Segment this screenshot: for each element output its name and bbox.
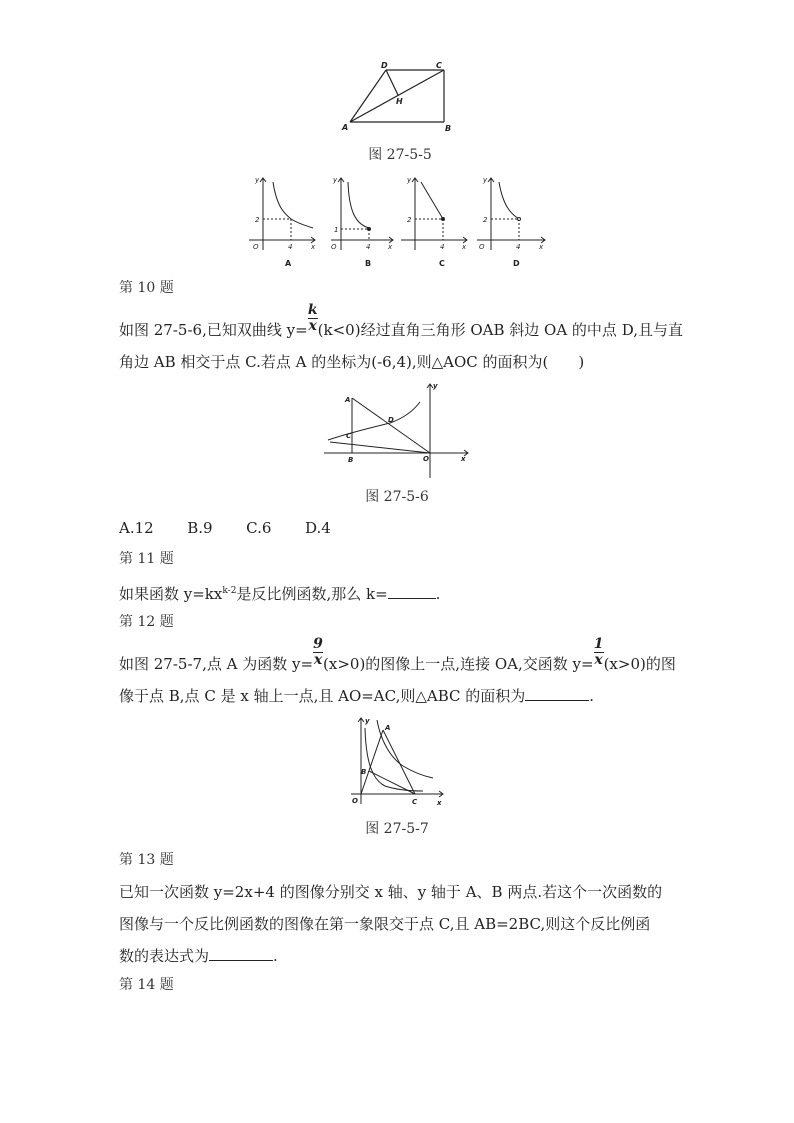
svg-text:y: y [365,717,370,725]
svg-text:O: O [423,455,429,463]
svg-text:4: 4 [366,243,371,251]
question-header-12: 第 12 题 [119,614,174,630]
question-12-line-1: 如图 27-5-7,点 A 为函数 y= $\frac{9}{x}$ (x>0)的图像上一点,连接 OA,交函数 y= $\frac{1}{x}$ (x>0)的图 [119,636,676,673]
svg-text:O: O [253,243,259,251]
question-13-line-3: 数的表达式为 . [119,940,278,972]
point-label-a: A [342,123,349,132]
question-header-13: 第 13 题 [119,852,174,868]
question-10-options [119,512,331,544]
answer-blank[interactable] [388,580,436,599]
fraction-k-over-x: $\frac{k}{x}$ [307,302,318,334]
figure-27-5-6 [322,380,472,480]
svg-text:4: 4 [516,243,521,251]
curve-1-over-x [365,728,423,791]
svg-text:y: y [255,176,260,184]
fraction-9-over-x: $\frac{9}{x}$ [313,636,323,668]
answer-blank[interactable] [525,682,589,701]
figure-caption-27-5-6: 图 27-5-6 [365,489,429,505]
svg-text:2: 2 [407,216,412,224]
svg-text:C: C [346,432,352,440]
svg-text:1: 1 [334,226,339,234]
svg-text:x: x [539,243,544,251]
choice-label-c: C [439,259,445,268]
point-label-b: B [445,124,452,133]
answer-blank[interactable] [209,942,273,961]
segment-dh [386,70,398,95]
svg-text:2: 2 [483,216,488,224]
graph-d [477,178,545,250]
segment-ac [383,730,415,794]
svg-text:y: y [333,176,338,184]
choice-label-d: D [513,259,520,268]
graph-c [401,178,467,250]
svg-text:O: O [352,797,358,805]
question-header-14: 第 14 题 [119,977,174,993]
diagonal-ac [350,70,444,122]
svg-text:O: O [331,243,337,251]
svg-text:B: B [361,768,367,776]
option-b[interactable]: B.9 [187,519,213,537]
svg-text:A: A [345,396,351,404]
svg-text:D: D [388,416,394,424]
question-header-11: 第 11 题 [119,551,174,567]
figure-27-5-7 [347,714,447,810]
svg-text:4: 4 [288,243,293,251]
question-11-text: 如果函数 $y=kx^{k-2}$是反比例函数,那么 k= . [119,575,440,610]
question-10-line-1: 如图 27-5-6,已知双曲线 y= $\frac{k}{x}$ (k<0)经过直角三角形 OAB 斜边 OA 的中点 D,且与直 [119,302,683,339]
figure-caption-27-5-7: 图 27-5-7 [365,821,429,837]
segment-ao [352,398,430,453]
svg-text:4: 4 [440,243,445,251]
svg-text:y: y [483,176,488,184]
svg-text:x: x [388,243,393,251]
svg-text:x: x [461,455,466,463]
svg-text:x: x [462,243,467,251]
point-label-d: D [381,61,388,70]
svg-text:x: x [311,243,316,251]
svg-text:C: C [412,798,418,806]
option-c[interactable]: C.6 [246,519,272,537]
option-a[interactable]: A.12 [119,519,154,537]
choice-graphs [245,172,550,272]
question-10-line-2: 角边 AB 相交于点 C.若点 A 的坐标为(-6,4),则△AOC 的面积为( ) [119,353,585,371]
svg-text:y: y [433,382,438,390]
point-label-h: H [396,97,403,106]
question-header-10: 第 10 题 [119,280,174,296]
choice-label-a: A [285,259,292,268]
svg-text:O: O [479,243,485,251]
segment-da [350,70,386,122]
hyperbola [328,402,420,440]
graph-a [249,178,315,250]
fraction-1-over-x: $\frac{1}{x}$ [593,636,604,668]
segment-bc [369,771,415,794]
choice-label-b: B [365,259,372,268]
svg-text:x: x [437,799,442,807]
svg-text:B: B [348,456,354,464]
segment-oc [330,442,430,453]
question-13-line-1: 已知一次函数 y=2x+4 的图像分别交 x 轴、y 轴于 A、B 两点.若这个一次函数的 [119,883,663,901]
point-label-c: C [436,61,442,70]
question-13-line-2: 图像与一个反比例函数的图像在第一象限交于点 C,且 AB=2BC,则这个反比例函 [119,915,651,933]
option-d[interactable]: D.4 [304,519,331,537]
svg-text:A: A [385,724,391,732]
svg-text:2: 2 [255,216,260,224]
figure-27-5-5 [340,58,460,136]
svg-text:y: y [407,176,412,184]
graph-b [331,178,393,250]
figure-caption-27-5-5: 图 27-5-5 [368,147,432,163]
segment-oa [361,730,383,794]
question-12-line-2: 像于点 B,点 C 是 x 轴上一点,且 AO=AC,则△ABC 的面积为 . [119,680,594,712]
